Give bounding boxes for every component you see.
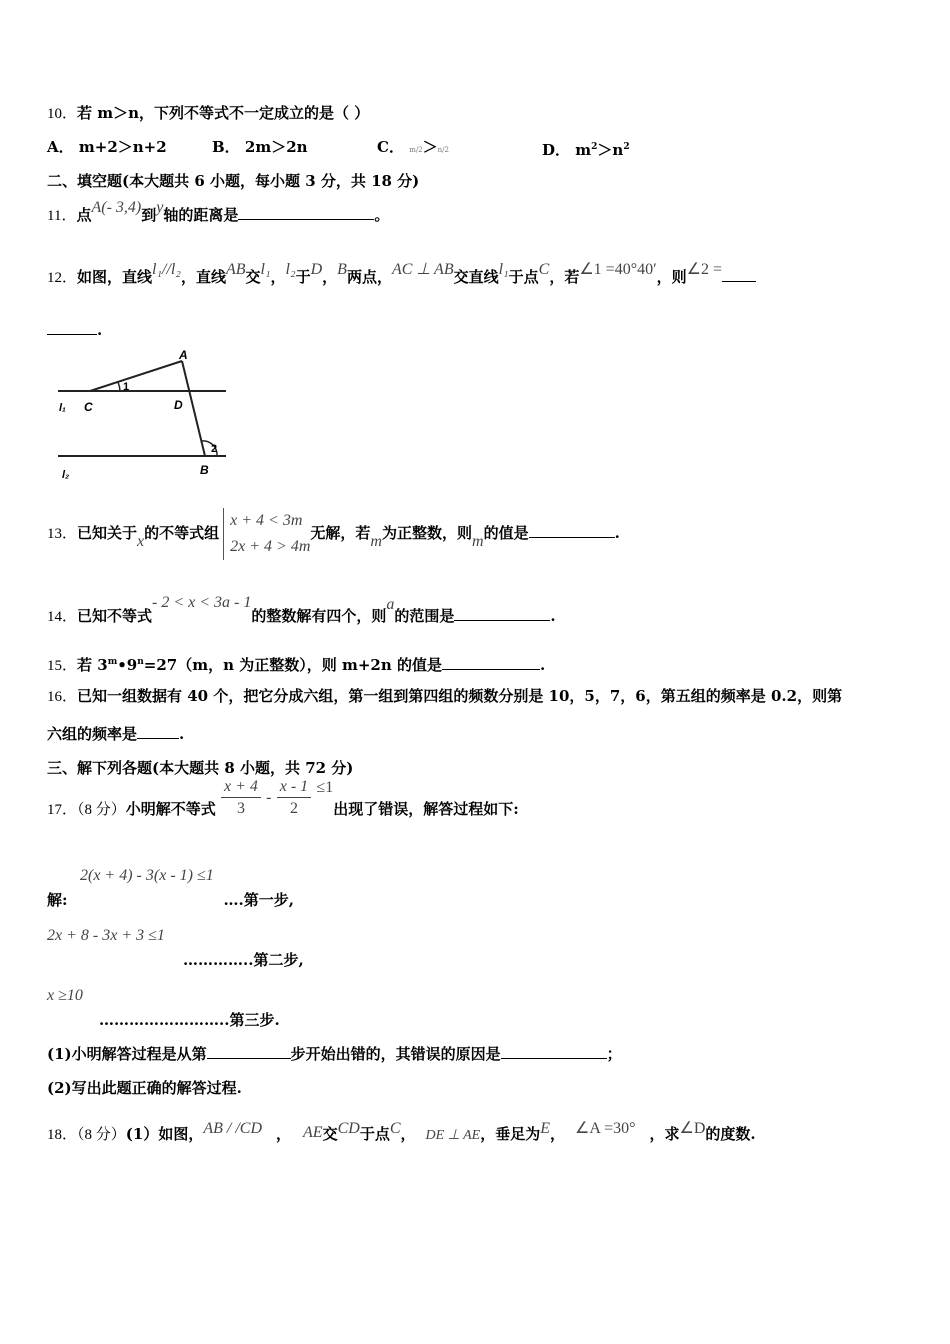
q17-stem: 17．（8 分）小明解不等式 $\frac{x + 4}{3}$ - $\frac{x - 1}{2}$ ≤1出现了错误，解答过程如下:	[47, 777, 519, 818]
q12-answer-blank-part2[interactable]	[47, 320, 97, 335]
q12: 12．如图，直线l₁//l₂，直线AB交l₁，l₂于D，B两点，AC ⊥ AB交直线l₁于点C，若∠1 =40°40′，则∠2 =	[47, 267, 756, 288]
q16-line-2: 六组的频率是 .	[47, 725, 185, 743]
q13-inequality-system: x + 4 < 3m 2x + 4 > 4m	[223, 508, 310, 560]
q10-option-d: D． $m^2>n^2$	[542, 141, 630, 159]
segment-ab	[182, 361, 205, 456]
q17-fraction-1: $\frac{x + 4}{3}$	[221, 777, 261, 820]
q11: 11．点A(- 3,4)到y轴的距离是 。	[47, 199, 390, 224]
q17-part-1: (1)小明解答过程是从第 步开始出错的，其错误的原因是 ；	[47, 1045, 622, 1063]
angle-1-arc	[118, 382, 120, 391]
q14-answer-blank[interactable]	[454, 606, 550, 621]
label-l2: l₂	[62, 469, 70, 481]
q15: 15．若 $3^m•9^n=27(m$，n 为正整数），则 m+2n 的值是 .	[47, 656, 546, 674]
label-c: C	[84, 400, 93, 414]
q17-fraction-2: $\frac{x - 1}{2}$	[277, 777, 311, 820]
q10-option-b: B． 2m＞2n	[212, 138, 308, 156]
q17-reason-blank[interactable]	[501, 1044, 607, 1059]
section-2-heading: 二、填空题(本大题共 6 小题，每小题 3 分，共 18 分)	[47, 172, 420, 190]
q16-answer-blank[interactable]	[137, 724, 179, 739]
q18: 18．（8 分）(1）如图，AB / /CD ， AE交CD于点C， DE ⊥ AE，垂足为E， ∠A =30° ，求∠D的度数.	[47, 1120, 756, 1143]
q10-option-a: A． m+2＞n+2	[47, 138, 167, 156]
label-angle-1: 1	[123, 381, 130, 393]
label-l1: l₁	[59, 402, 66, 414]
q12-figure	[50, 348, 235, 484]
segment-ca	[90, 361, 182, 391]
q12-continued: .	[47, 320, 102, 340]
label-b: B	[200, 463, 209, 477]
q11-answer-blank[interactable]	[238, 205, 374, 220]
q17-step-3: x ≥10 ……………………..第三步.	[47, 987, 280, 1029]
q12-answer-blank-part1[interactable]	[722, 267, 756, 282]
q17-step-2: 2x + 8 - 3x + 3 ≤1 …………..第二步,	[47, 927, 304, 969]
q17-step-blank[interactable]	[207, 1044, 291, 1059]
label-a: A	[179, 348, 188, 362]
label-angle-2: 2	[211, 443, 218, 455]
q17-step-1: 2(x + 4) - 3(x - 1) ≤1 解: ….第一步,	[47, 867, 294, 909]
section-3-heading: 三、解下列各题(本大题共 8 小题，共 72 分)	[47, 759, 354, 777]
q15-answer-blank[interactable]	[442, 655, 540, 670]
q14: 14．已知不等式- 2 < x < 3a - 1的整数解有四个，则a的范围是 .	[47, 594, 556, 625]
q13: 13．已知关于x的不等式组 x + 4 < 3m 2x + 4 > 4m 无解，若m为正整数，则m的值是 .	[47, 508, 620, 560]
q17-part-2: (2)写出此题正确的解答过程.	[47, 1079, 242, 1097]
q10-stem: 10．若 m＞n，下列不等式不一定成立的是（ ）	[47, 104, 370, 122]
q16-line-1: 16．已知一组数据有 40 个，把它分成六组，第一组到第四组的频数分别是 10，5，7，6，第五组的频率是 0.2，则第	[47, 687, 843, 705]
q13-answer-blank[interactable]	[529, 523, 615, 538]
label-d: D	[174, 398, 183, 412]
q10-option-c: C． m/2＞n/2	[377, 138, 449, 156]
